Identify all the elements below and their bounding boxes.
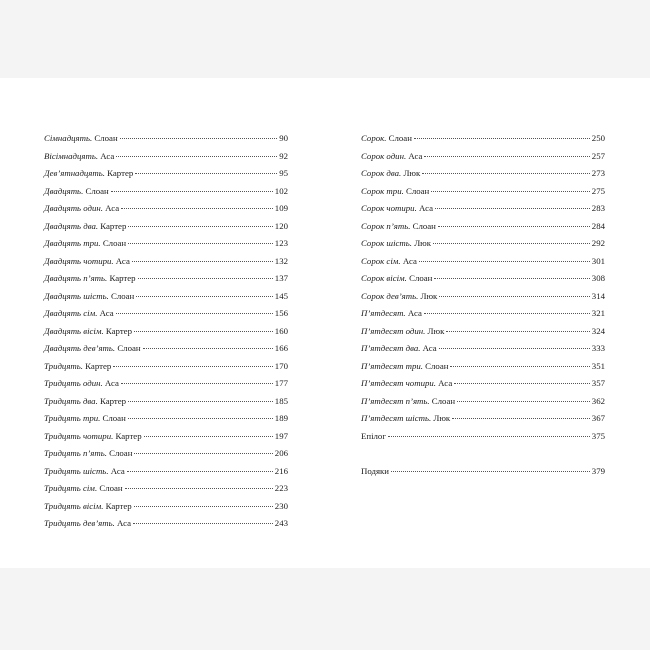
narrator-name: Люк <box>420 290 438 301</box>
narrator-name: Слоан <box>406 185 430 196</box>
book-spread <box>0 78 650 568</box>
narrator-name: Аса <box>117 518 132 528</box>
chapter-separator: . <box>98 238 103 248</box>
dot-leader <box>121 382 273 384</box>
page-number: 185 <box>274 395 288 406</box>
chapter-title: Тридцять один <box>44 378 101 388</box>
toc-entry <box>44 393 288 411</box>
narrator-name: Слоан <box>117 343 141 353</box>
page-number: 243 <box>274 518 288 528</box>
dot-leader <box>120 137 278 139</box>
chapter-title: Тридцять два <box>44 395 96 406</box>
narrator-name: Слоан <box>102 238 127 248</box>
page-number: 257 <box>591 150 605 161</box>
toc-entry <box>361 358 605 376</box>
page-number: 177 <box>274 378 288 388</box>
toc-right-column <box>361 130 605 480</box>
page-number: 230 <box>274 500 288 511</box>
dot-leader <box>454 382 590 384</box>
chapter-separator: . <box>101 500 106 511</box>
page-number: 216 <box>274 465 288 476</box>
chapter-title: Дев’ятнадцять <box>44 168 103 178</box>
toc-entry <box>361 340 605 358</box>
dot-leader <box>128 242 273 244</box>
dot-leader <box>116 155 277 157</box>
dot-leader <box>450 365 589 367</box>
dot-leader <box>127 470 273 472</box>
acknowledgements-label: Подяки <box>361 465 390 476</box>
chapter-title: Тридцять п’ять <box>44 448 105 458</box>
dot-leader <box>128 225 272 227</box>
page-number: 314 <box>591 290 605 301</box>
chapter-title: Тридцять шість <box>44 465 107 476</box>
chapter-title: Сорок п’ять <box>361 220 409 231</box>
narrator-name: Аса <box>100 150 115 161</box>
chapter-separator: . <box>95 150 101 161</box>
dot-leader <box>433 242 590 244</box>
dot-leader <box>132 260 273 262</box>
chapter-separator: . <box>423 325 428 336</box>
page-number: 132 <box>274 255 288 266</box>
page-number: 92 <box>279 150 288 161</box>
toc-entry <box>44 375 288 393</box>
narrator-name: Аса <box>408 150 423 161</box>
chapter-title: Вісімнадцять <box>44 150 96 161</box>
chapter-separator: . <box>101 325 106 336</box>
toc-entry <box>361 323 605 341</box>
narrator-name: Слоан <box>85 185 109 196</box>
page-number: 273 <box>591 168 605 178</box>
chapter-separator: . <box>105 273 110 283</box>
page-number: 308 <box>591 273 605 283</box>
narrator-name: Аса <box>419 203 434 213</box>
dot-leader <box>438 225 590 227</box>
chapter-separator: . <box>106 290 111 301</box>
chapter-separator: . <box>433 378 439 388</box>
narrator-name: Картер <box>105 325 132 336</box>
narrator-name: Аса <box>115 255 130 266</box>
dot-leader <box>134 330 273 332</box>
toc-entry <box>44 428 288 446</box>
narrator-name: Слоан <box>102 413 126 423</box>
toc-entry <box>44 235 288 253</box>
narrator-name: Картер <box>100 220 127 231</box>
narrator-name: Слоан <box>425 360 449 371</box>
chapter-title: Двадцять шість <box>44 290 107 301</box>
dot-leader <box>128 400 273 402</box>
dot-leader <box>439 347 590 349</box>
chapter-title: Сорок сім <box>361 255 399 266</box>
chapter-title: П’ятдесят чотири <box>361 378 434 388</box>
page-number: 109 <box>274 203 288 213</box>
dot-leader <box>391 470 590 472</box>
chapter-separator: . <box>94 483 100 493</box>
narrator-name: Слоан <box>431 395 456 406</box>
toc-entry <box>44 270 288 288</box>
chapter-title: П’ятдесят два <box>361 343 419 353</box>
chapter-title: Сорок чотири <box>361 203 415 213</box>
chapter-separator: . <box>111 430 116 441</box>
chapter-separator: . <box>112 518 118 528</box>
dot-leader <box>431 190 590 192</box>
chapter-title: Двадцять <box>44 185 82 196</box>
toc-entry-acknowledgements <box>361 463 605 481</box>
page-number: 102 <box>274 185 288 196</box>
page-number: 362 <box>591 395 605 406</box>
chapter-title: Двадцять один <box>44 203 101 213</box>
page-number: 351 <box>591 360 605 371</box>
narrator-name: Люк <box>433 413 451 423</box>
chapter-separator: . <box>403 308 408 318</box>
page-number: 137 <box>274 273 288 283</box>
toc-entry <box>361 130 605 148</box>
chapter-title: Сорок три <box>361 185 402 196</box>
chapter-separator: . <box>427 395 432 406</box>
page-number: 189 <box>274 413 288 423</box>
toc-entry <box>361 218 605 236</box>
narrator-name: Слоан <box>99 483 123 493</box>
dot-leader <box>422 172 590 174</box>
dot-leader <box>134 452 272 454</box>
toc-entry <box>361 148 605 166</box>
narrator-name: Аса <box>422 343 437 353</box>
dot-leader <box>143 347 273 349</box>
toc-entry <box>44 253 288 271</box>
page-number: 357 <box>591 378 605 388</box>
chapter-title: Сорок один <box>361 150 404 161</box>
chapter-separator: . <box>95 395 100 406</box>
chapter-title: Двадцять чотири <box>44 255 112 266</box>
narrator-name: Слоан <box>94 133 118 143</box>
chapter-separator: . <box>399 168 404 178</box>
chapter-title: Сорок <box>361 133 385 143</box>
toc-entry <box>44 323 288 341</box>
narrator-name: Слоан <box>388 133 412 143</box>
toc-entry <box>361 270 605 288</box>
toc-entry <box>44 200 288 218</box>
chapter-title: Двадцять п’ять <box>44 273 106 283</box>
dot-leader <box>435 207 590 209</box>
narrator-name: Аса <box>105 203 120 213</box>
chapter-separator: . <box>408 220 413 231</box>
chapter-separator: . <box>80 360 86 371</box>
chapter-title: Тридцять дев’ять <box>44 518 113 528</box>
chapter-title: Тридцять чотири <box>44 430 112 441</box>
dot-leader <box>424 155 589 157</box>
page-number: 197 <box>274 430 288 441</box>
chapter-separator: . <box>418 343 423 353</box>
dot-leader <box>434 277 589 279</box>
narrator-name: Аса <box>407 308 422 318</box>
dot-leader <box>138 277 273 279</box>
page-number: 275 <box>591 185 605 196</box>
toc-entry <box>361 375 605 393</box>
dot-leader <box>113 365 273 367</box>
chapter-title: Двадцять дев’ять <box>44 343 113 353</box>
page-number: 95 <box>279 168 288 178</box>
chapter-title: П’ятдесят <box>361 308 404 318</box>
dot-leader <box>116 312 273 314</box>
chapter-separator: . <box>111 255 116 266</box>
chapter-separator: . <box>384 133 389 143</box>
page-number: 156 <box>274 308 288 318</box>
chapter-separator: . <box>416 290 421 301</box>
narrator-name: Аса <box>110 465 125 476</box>
chapter-title: Двадцять два <box>44 220 96 231</box>
chapter-separator: . <box>420 360 426 371</box>
toc-entry <box>44 445 288 463</box>
chapter-separator: . <box>112 343 118 353</box>
narrator-name: Картер <box>115 430 142 441</box>
narrator-name: Картер <box>109 273 136 283</box>
narrator-name: Люк <box>403 168 421 178</box>
chapter-separator: . <box>81 185 86 196</box>
narrator-name: Люк <box>427 325 445 336</box>
toc-entry <box>361 288 605 306</box>
narrator-name: Люк <box>414 238 432 248</box>
narrator-name: Слоан <box>111 290 135 301</box>
toc-entry <box>44 463 288 481</box>
chapter-separator: . <box>398 255 403 266</box>
dot-leader <box>388 435 590 437</box>
toc-entry <box>361 165 605 183</box>
spacer <box>361 445 605 463</box>
chapter-separator: . <box>409 238 415 248</box>
chapter-separator: . <box>98 413 103 423</box>
toc-entry <box>44 340 288 358</box>
chapter-title: П’ятдесят один <box>361 325 424 336</box>
page-number: 206 <box>274 448 288 458</box>
toc-entry <box>44 218 288 236</box>
page-number: 284 <box>591 220 605 231</box>
toc-entry <box>361 183 605 201</box>
narrator-name: Слоан <box>412 220 436 231</box>
chapter-title: П’ятдесят шість <box>361 413 429 423</box>
chapter-separator: . <box>403 150 409 161</box>
page-number: 379 <box>591 465 605 476</box>
toc-left-column <box>44 130 288 533</box>
chapter-separator: . <box>401 185 406 196</box>
dot-leader <box>439 295 589 297</box>
toc-entry <box>44 358 288 376</box>
chapter-title: Тридцять <box>44 360 81 371</box>
narrator-name: Аса <box>402 255 417 266</box>
narrator-name: Слоан <box>409 273 433 283</box>
page-number: 170 <box>274 360 288 371</box>
toc-entry <box>361 428 605 446</box>
narrator-name: Картер <box>107 168 134 178</box>
chapter-separator: . <box>95 220 101 231</box>
chapter-separator: . <box>104 448 110 458</box>
toc-entry <box>361 235 605 253</box>
chapter-title: Двадцять сім <box>44 308 96 318</box>
dot-leader <box>136 295 273 297</box>
chapter-separator: . <box>106 465 111 476</box>
toc-entry <box>361 200 605 218</box>
toc-entry <box>44 148 288 166</box>
chapter-title: Сорок вісім <box>361 273 405 283</box>
chapter-title: Сорок шість <box>361 238 410 248</box>
chapter-title: П’ятдесят п’ять <box>361 395 428 406</box>
chapter-title: Двадцять три <box>44 238 99 248</box>
dot-leader <box>419 260 590 262</box>
narrator-name: Слоан <box>109 448 133 458</box>
toc-entry <box>361 305 605 323</box>
narrator-name: Картер <box>85 360 112 371</box>
dot-leader <box>452 417 590 419</box>
page-number: 223 <box>274 483 288 493</box>
dot-leader <box>414 137 590 139</box>
narrator-name: Аса <box>438 378 453 388</box>
page-number: 120 <box>274 220 288 231</box>
page-number: 166 <box>274 343 288 353</box>
chapter-title: П’ятдесят три <box>361 360 421 371</box>
toc-entry <box>44 130 288 148</box>
chapter-title: Сімнадцять <box>44 133 90 143</box>
toc-entry <box>44 165 288 183</box>
dot-leader <box>111 190 273 192</box>
page-number: 123 <box>274 238 288 248</box>
dot-leader <box>446 330 589 332</box>
dot-leader <box>457 400 590 402</box>
page-number: 90 <box>279 133 288 143</box>
chapter-title: Сорок два <box>361 168 400 178</box>
chapter-separator: . <box>428 413 434 423</box>
toc-entry <box>44 498 288 516</box>
toc-entry <box>44 480 288 498</box>
page-number: 367 <box>591 413 605 423</box>
page-number: 301 <box>591 255 605 266</box>
page-number: 333 <box>591 343 605 353</box>
toc-entry <box>44 183 288 201</box>
dot-leader <box>144 435 273 437</box>
dot-leader <box>134 505 273 507</box>
narrator-name: Аса <box>104 378 119 388</box>
dot-leader <box>121 207 273 209</box>
page-number: 283 <box>591 203 605 213</box>
chapter-title: Сорок дев’ять <box>361 290 417 301</box>
chapter-separator: . <box>100 203 106 213</box>
chapter-title: Тридцять вісім <box>44 500 102 511</box>
chapter-separator: . <box>102 168 108 178</box>
narrator-name: Картер <box>105 500 132 511</box>
dot-leader <box>135 172 277 174</box>
chapter-separator: . <box>95 308 100 318</box>
toc-entry <box>44 288 288 306</box>
chapter-separator: . <box>414 203 419 213</box>
dot-leader <box>424 312 590 314</box>
page-number: 321 <box>591 308 605 318</box>
narrator-name: Епілог <box>361 430 386 441</box>
dot-leader <box>133 522 273 524</box>
chapter-title: Двадцять вісім <box>44 325 102 336</box>
narrator-name: Аса <box>99 308 114 318</box>
dot-leader <box>128 417 273 419</box>
chapter-separator: . <box>89 133 95 143</box>
chapter-title: Тридцять сім <box>44 483 95 493</box>
narrator-name: Картер <box>99 395 127 406</box>
page-number: 375 <box>591 430 605 441</box>
toc-entry <box>44 410 288 428</box>
page-number: 160 <box>274 325 288 336</box>
page-number: 324 <box>591 325 605 336</box>
page-number: 250 <box>591 133 605 143</box>
page-number: 145 <box>274 290 288 301</box>
page-number: 292 <box>591 238 605 248</box>
chapter-separator: . <box>404 273 410 283</box>
toc-entry <box>44 305 288 323</box>
dot-leader <box>125 487 273 489</box>
chapter-separator: . <box>100 378 105 388</box>
toc-entry <box>361 410 605 428</box>
chapter-title: Тридцять три <box>44 413 99 423</box>
toc-entry <box>361 393 605 411</box>
toc-entry <box>361 253 605 271</box>
toc-entry <box>44 515 288 533</box>
